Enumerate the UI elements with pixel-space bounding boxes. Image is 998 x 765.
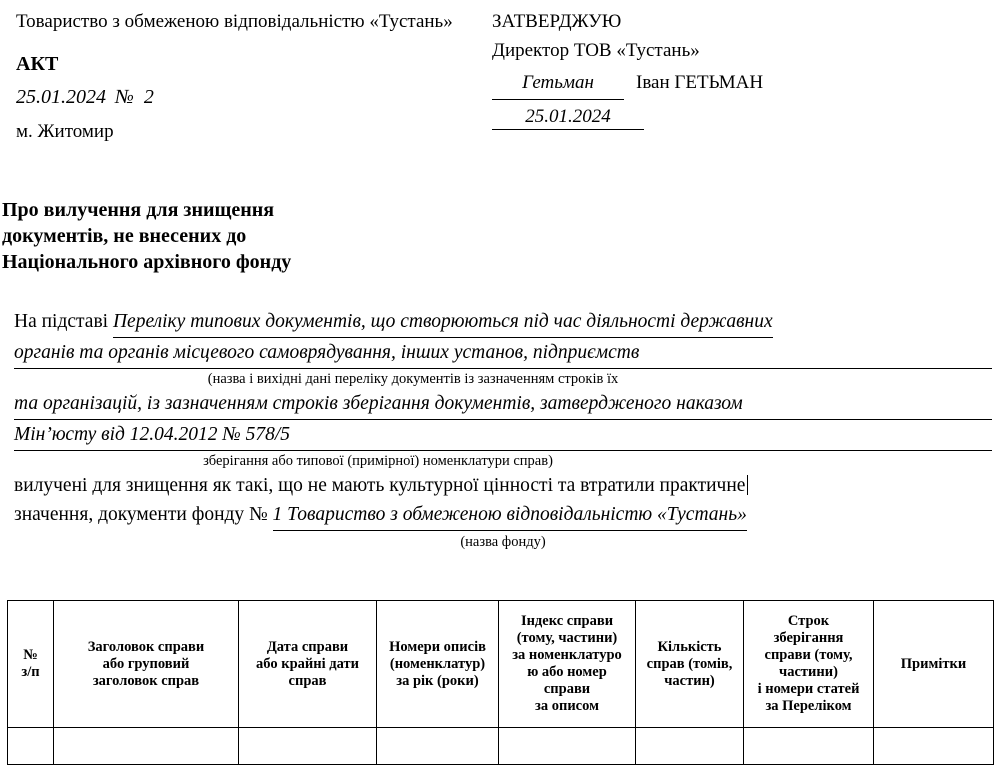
act-number-line xyxy=(16,79,480,115)
fund-name-field: 1 Товариство з обмеженою відповідальністю «Тустань» xyxy=(273,500,747,531)
basis-fill-2: органів та органів місцевого самоврядування, інших установ, підприємств xyxy=(14,338,992,369)
signature-row xyxy=(492,68,998,100)
table-body xyxy=(8,728,994,765)
basis-fill-4: Мін’юсту від 12.04.2012 № 578/5 xyxy=(14,420,992,451)
cell-number[interactable] xyxy=(8,728,54,765)
approver-name: Іван ГЕТЬМАН xyxy=(636,72,764,93)
subject-line-3: Національного архівного фонду xyxy=(2,251,292,273)
document-body xyxy=(0,307,998,553)
basis-line-2 xyxy=(14,338,992,369)
basis-line-4 xyxy=(14,420,992,451)
cell-case-date[interactable] xyxy=(239,728,377,765)
document-subject xyxy=(0,197,402,275)
signature-field: Гетьман xyxy=(492,68,624,100)
organization-name: Товариство з обмеженою відповідальністю «Тустань» xyxy=(16,11,453,32)
document-header xyxy=(0,0,998,149)
approval-word: ЗАТВЕРДЖУЮ xyxy=(492,11,622,32)
column-header-number: № з/п xyxy=(8,601,54,728)
basis-caption-2: зберігання або типової (примірної) номенклатури справ) xyxy=(203,453,553,469)
statement-line-1 xyxy=(14,471,992,500)
act-date: 25.01.2024 xyxy=(16,86,106,108)
column-header-case-date: Дата справи або крайні дати справ xyxy=(239,601,377,728)
column-header-case-count: Кількість справ (томів, частин) xyxy=(636,601,744,728)
basis-prefix: На підставі xyxy=(14,311,109,332)
cell-case-index[interactable] xyxy=(499,728,636,765)
table-row xyxy=(8,728,994,765)
statement-line-2 xyxy=(14,500,992,531)
cell-case-count[interactable] xyxy=(636,728,744,765)
column-header-inventory-numbers: Номери описів (номенклатур) за рік (роки) xyxy=(377,601,499,728)
subject-line-1: Про вилучення для знищення xyxy=(2,199,275,221)
margin-tick-mark xyxy=(747,475,748,495)
cell-case-title[interactable] xyxy=(54,728,239,765)
basis-line-1 xyxy=(14,307,992,338)
table-head xyxy=(8,601,994,728)
cell-inventory-numbers[interactable] xyxy=(377,728,499,765)
statement-prefix-2: значення, документи фонду xyxy=(14,504,245,525)
basis-caption-1: (назва і вихідні дані переліку документів із зазначенням строків їх xyxy=(207,371,619,387)
act-block xyxy=(16,49,480,149)
act-city: м. Житомир xyxy=(16,121,114,142)
organization-block xyxy=(0,8,480,149)
act-title: АКТ xyxy=(16,53,59,75)
basis-fill-1: Переліку типових документів, що створюються під час діяльності державних xyxy=(113,307,773,338)
approval-date-field: 25.01.2024 xyxy=(492,106,644,130)
cell-notes[interactable] xyxy=(874,728,994,765)
table-header-row xyxy=(8,601,994,728)
column-header-case-title: Заголовок справи або груповий заголовок справ xyxy=(54,601,239,728)
column-header-notes: Примітки xyxy=(874,601,994,728)
fund-number-sign: № xyxy=(249,504,268,525)
column-header-retention-period: Строк зберігання справи (тому, частини) і номери статей за Переліком xyxy=(744,601,874,728)
approval-block xyxy=(480,8,998,130)
fund-caption: (назва фонду) xyxy=(460,534,546,550)
documents-table xyxy=(7,600,994,765)
basis-fill-3: та організацій, із зазначенням строків зберігання документів, затвердженого наказом xyxy=(14,389,992,420)
cell-retention-period[interactable] xyxy=(744,728,874,765)
documents-table-wrapper xyxy=(7,600,993,765)
act-number-sign: № xyxy=(115,86,134,108)
subject-line-2: документів, не внесених до xyxy=(2,225,247,247)
column-header-case-index: Індекс справи (тому, частини) за номенклатуро ю або номер справи за описом xyxy=(499,601,636,728)
statement-text-1: вилучені для знищення як такі, що не мають культурної цінності та втратили практичне xyxy=(14,475,746,496)
approver-post: Директор ТОВ «Тустань» xyxy=(492,40,700,61)
act-number-value: 2 xyxy=(143,86,154,108)
basis-line-3 xyxy=(14,389,992,420)
